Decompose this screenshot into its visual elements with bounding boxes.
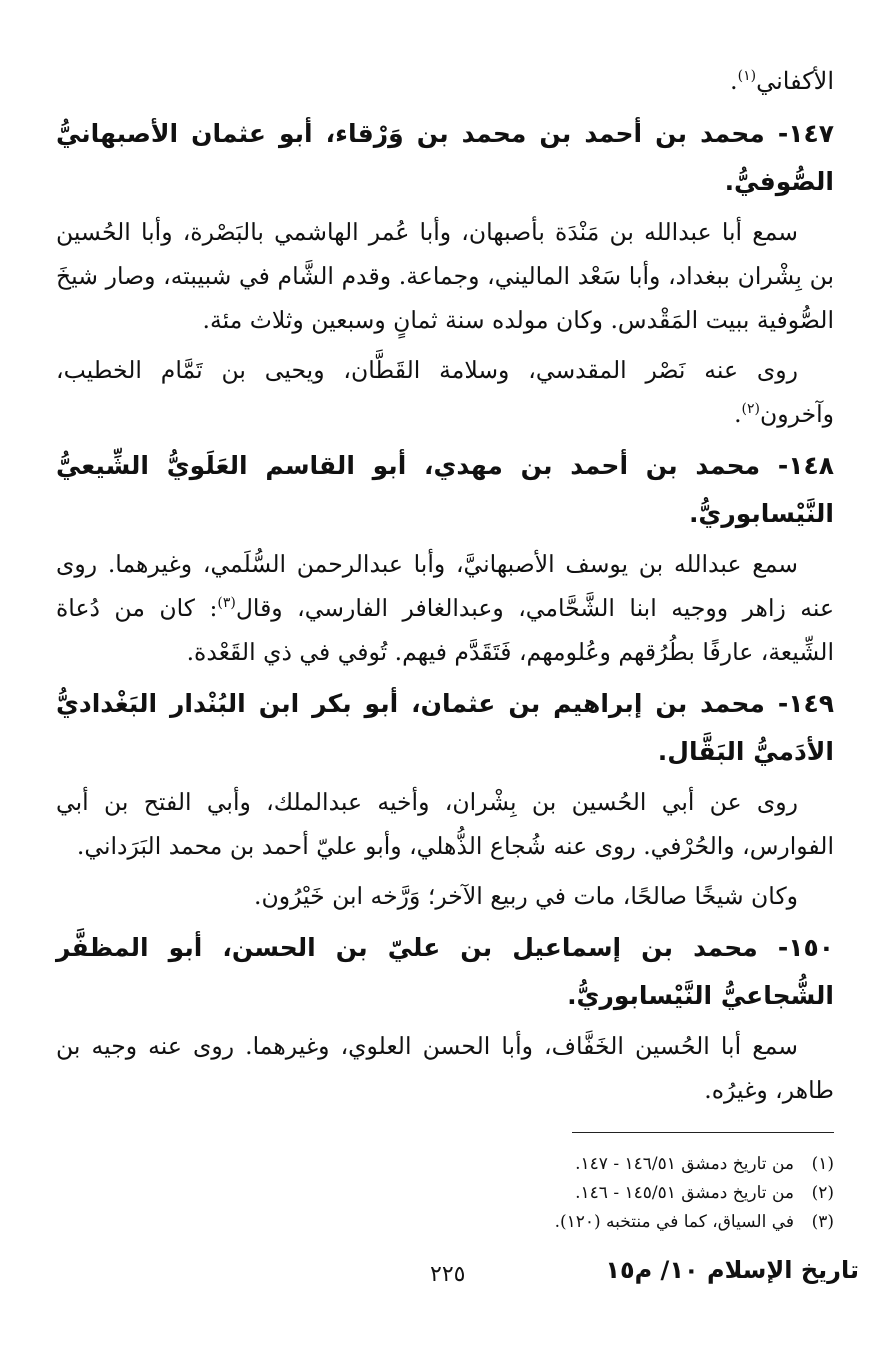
paragraph-tail: . — [734, 400, 742, 428]
footnote-divider — [572, 1132, 834, 1133]
entry-heading: ١٥٠- محمد بن إسماعيل بن عليّ بن الحسن، أبو المظفَّر الشُّجاعيُّ النَّيْسابوريُّ. — [56, 933, 834, 1010]
footnote-item — [380, 1179, 834, 1208]
entry-paragraph — [56, 780, 834, 868]
continued-text: الأكفاني — [756, 67, 834, 95]
entry-148 — [56, 442, 834, 674]
paragraph-text: وكان شيخًا صالحًا، مات في ربيع الآخر؛ وَرَّخه ابن خَيْرُون. — [254, 882, 798, 910]
footnote-text: في السياق، كما في منتخبه (١٢٠). — [554, 1212, 794, 1232]
footnote-item — [380, 1150, 834, 1179]
footnote-ref: (١) — [737, 68, 757, 84]
entry-147 — [56, 110, 834, 436]
paragraph-text: سمع أبا الحُسين الخَفَّاف، وأبا الحسن العلوي، وغيرهما. روى عنه وجيه بن طاهر، وغيرُه. — [56, 1032, 834, 1104]
footnote-text: من تاريخ دمشق ١٤٥/٥١ - ١٤٦. — [575, 1183, 794, 1203]
footnotes — [380, 1150, 834, 1237]
entry-heading: ١٤٩- محمد بن إبراهيم بن عثمان، أبو بكر ابن البُنْدار البَغْداديُّ الأدَميُّ البَقَّال. — [56, 689, 834, 766]
entry-heading: ١٤٨- محمد بن أحمد بن مهدي، أبو القاسم العَلَويُّ الشِّيعيُّ النَّيْسابوريُّ. — [56, 451, 834, 528]
footnote-ref: (٣) — [217, 595, 236, 612]
footnote-text: من تاريخ دمشق ١٤٦/٥١ - ١٤٧. — [575, 1154, 794, 1174]
entry-150 — [56, 924, 834, 1112]
entry-heading: ١٤٧- محمد بن أحمد بن محمد بن وَرْقاء، أبو عثمان الأصبهانيُّ الصُّوفيُّ. — [56, 119, 834, 196]
entry-149 — [56, 680, 834, 918]
entry-paragraph — [56, 1024, 834, 1112]
paragraph-text: روى عنه نَصْر المقدسي، وسلامة القَطَّان، ويحيى بن تَمَّام الخطيب، وآخرون — [56, 356, 834, 428]
entry-paragraph — [56, 542, 834, 674]
continued-end: . — [729, 67, 738, 95]
paragraph-text: سمع أبا عبدالله بن مَنْدَة بأصبهان، وأبا عُمر الهاشمي بالبَصْرة، وأبا الحُسين بن بِشْران ببغداد، وأبا سَعْد الماليني، وجماعة. وقدم الشَّام في شبيبته، وصار شيخَ الصُّوفية ببيت المَقْدس. وكان مولده سنة ثمانٍ وسبعين وثلاث مئة. — [56, 218, 834, 334]
paragraph-text: سمع عبدالله بن يوسف الأصبهانيَّ، وأبا عبدالرحمن السُّلَمي، وغيرهما. روى عنه زاهر ووجيه ابنا الشَّحَّامي، وعبدالغافر الفارسي، وقال — [56, 550, 834, 622]
entry-paragraph — [56, 210, 834, 342]
footnote-number: (١) — [811, 1154, 834, 1174]
entry-paragraph — [56, 874, 834, 918]
paragraph-text: روى عن أبي الحُسين بن بِشْران، وأخيه عبدالملك، وأبي الفتح بن أبي الفوارس، والحُرْفي. روى عنه شُجاع الذُّهلي، وأبو عليّ أحمد بن محمد البَرَداني. — [56, 788, 834, 860]
footnote-number: (٢) — [811, 1183, 834, 1203]
footnote-item — [380, 1208, 834, 1237]
page-number: ٢٢٥ — [430, 1262, 466, 1287]
entry-paragraph — [56, 348, 834, 436]
footnote-number: (٣) — [811, 1212, 834, 1232]
paragraph-tail: : كان من دُعاة الشِّيعة، عارفًا بطُرُقهم وعُلومهم، فَتَقَدَّم فيهم. تُوفي في ذي القَعْدة. — [56, 594, 834, 666]
continued-line — [56, 58, 834, 104]
running-title: تاريخ الإسلام ١٠/ م١٥ — [605, 1256, 859, 1284]
page-body — [56, 58, 834, 1118]
footnote-ref: (٢) — [741, 401, 761, 418]
